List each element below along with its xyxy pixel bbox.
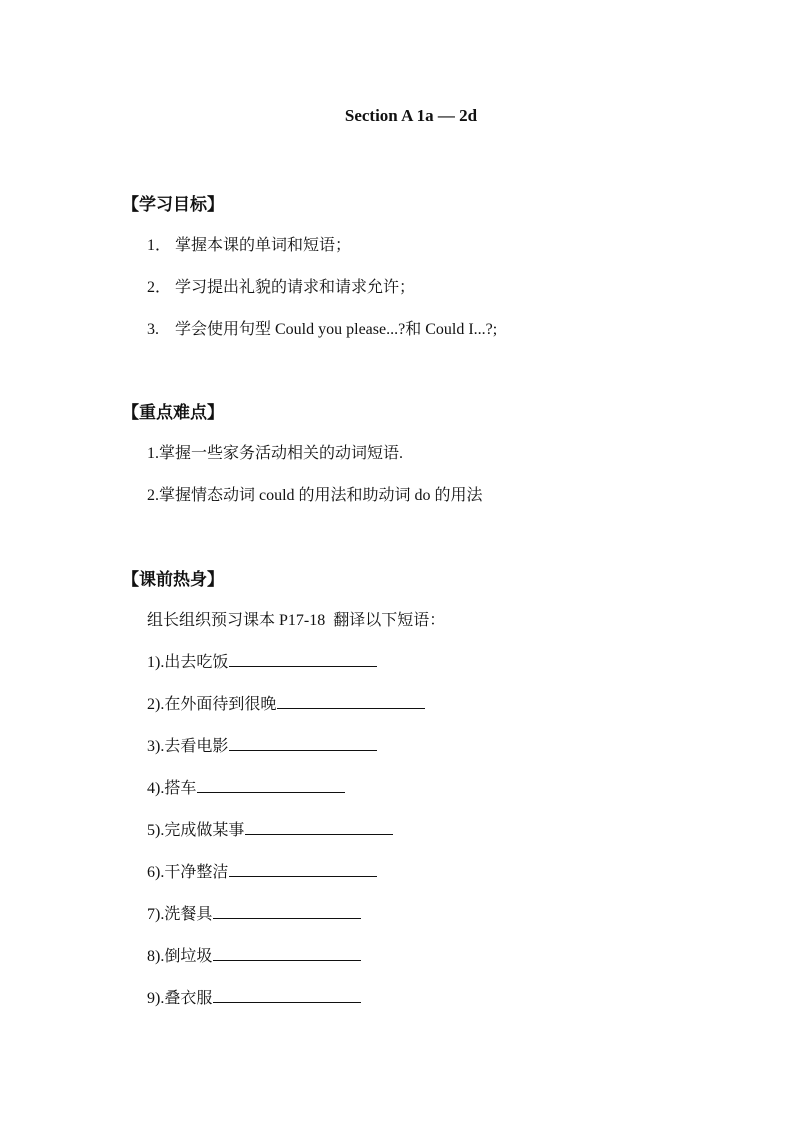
goal-item-2: 2． 学习提出礼貌的请求和请求允许； [147, 279, 416, 296]
key-point-item-2: 2.掌握情态动词 could 的用法和助动词 do 的用法 [147, 487, 483, 504]
answer-blank[interactable] [213, 902, 361, 919]
phrase-item-2 [147, 691, 425, 714]
goal-item-1: 1． 掌握本课的单词和短语； [147, 237, 352, 254]
phrase-item-8 [147, 943, 361, 966]
goals-heading: 【学习目标】 [122, 195, 224, 214]
phrase-label: 7).洗餐具 [147, 906, 213, 923]
key-points-heading: 【重点难点】 [122, 403, 224, 422]
key-point-item-1: 1.掌握一些家务活动相关的动词短语. [147, 445, 404, 462]
answer-blank[interactable] [229, 734, 377, 751]
phrase-label: 5).完成做某事 [147, 822, 245, 839]
phrase-item-5 [147, 817, 393, 840]
answer-blank[interactable] [229, 650, 377, 667]
warmup-heading: 【课前热身】 [122, 570, 224, 589]
warmup-intro: 组长组织预习课本 P17-18 翻译以下短语： [147, 612, 446, 629]
answer-blank[interactable] [229, 860, 377, 877]
answer-blank[interactable] [245, 818, 393, 835]
answer-blank[interactable] [277, 692, 425, 709]
answer-blank[interactable] [213, 986, 361, 1003]
phrase-item-7 [147, 901, 361, 924]
phrase-item-4 [147, 775, 345, 798]
phrase-label: 4).搭车 [147, 780, 197, 797]
phrase-label: 2).在外面待到很晚 [147, 696, 277, 713]
phrase-item-3 [147, 733, 377, 756]
phrase-label: 3).去看电影 [147, 738, 229, 755]
answer-blank[interactable] [213, 944, 361, 961]
phrase-label: 6).干净整洁 [147, 864, 229, 881]
phrase-item-1 [147, 649, 377, 672]
goal-item-3: 3. 学会使用句型 Could you please...?和 Could I...?; [147, 321, 498, 338]
phrase-label: 8).倒垃圾 [147, 948, 213, 965]
answer-blank[interactable] [197, 776, 345, 793]
page-title: Section A 1a — 2d [344, 106, 478, 125]
phrase-label: 1).出去吃饭 [147, 654, 229, 671]
phrase-label: 9).叠衣服 [147, 990, 213, 1007]
phrase-item-9 [147, 985, 361, 1008]
phrase-item-6 [147, 859, 377, 882]
